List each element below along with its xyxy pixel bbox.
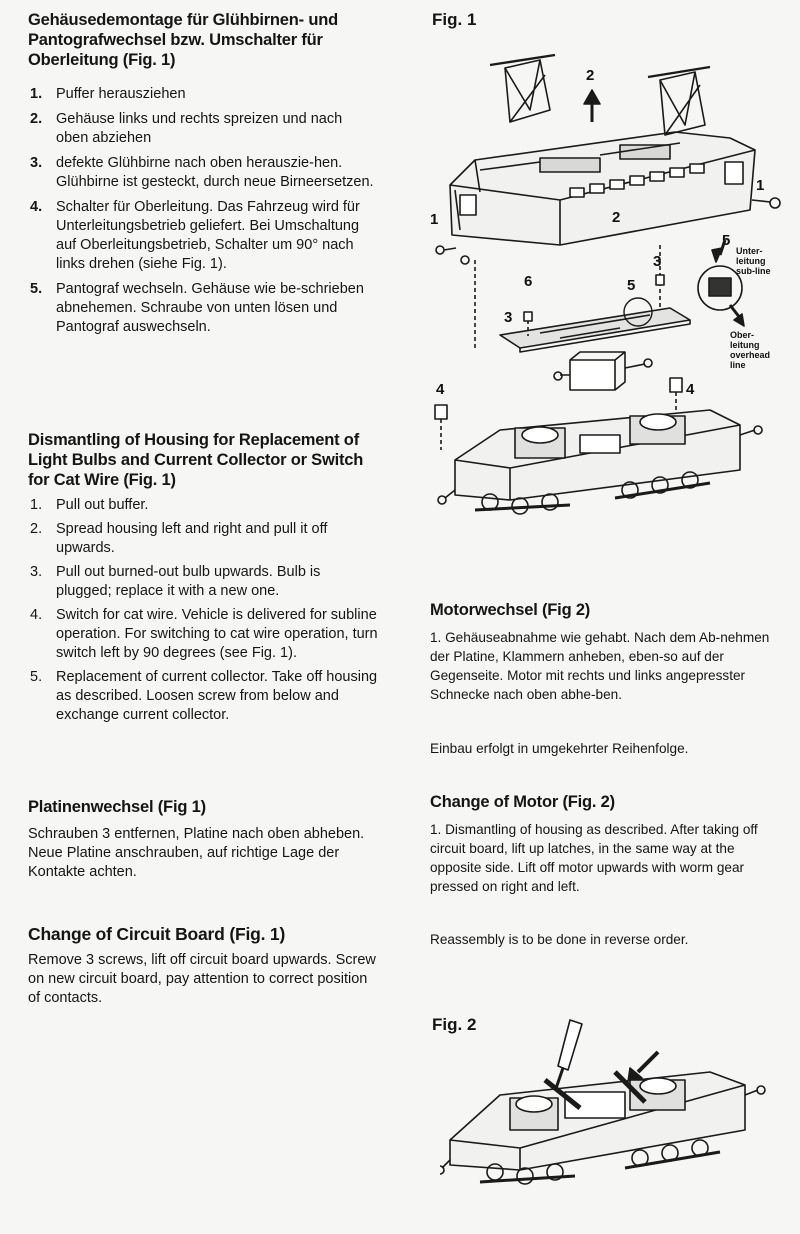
step-text: Puffer herausziehen (56, 86, 186, 102)
step-text: defekte Glühbirne nach oben herauszie-hen. Glühbirne ist gesteckt, durch neue Birneersetzen. (56, 155, 374, 190)
text-change-circuit-board: Remove 3 screws, lift off circuit board upwards. Screw on new circuit board, pay attention to correct position of contacts. (28, 952, 376, 1006)
list-item (28, 606, 378, 663)
callout-5-board: 5 (627, 277, 636, 294)
step-text: Spread housing left and right and pull it off upwards. (56, 521, 328, 556)
label-unterleitung-1: Unter- (736, 246, 763, 256)
list-item (28, 496, 378, 515)
fig1-exploded-view (420, 50, 800, 540)
step-number: 5. (30, 669, 43, 685)
chassis-fig2 (440, 1072, 765, 1184)
callout-1-left: 1 (430, 211, 439, 228)
step-number: 1. (30, 497, 43, 513)
callout-4-left: 4 (436, 381, 445, 398)
heading-dismantling-housing: Dismantling of Housing for Replacement of Light Bulbs and Current Collector or Switch for Cat Wire (Fig. 1) (28, 431, 364, 489)
step-text: Pull out burned-out bulb upwards. Bulb is plugged; replace it with a new one. (56, 564, 321, 599)
heading-change-motor: Change of Motor (Fig. 2) (430, 793, 615, 811)
fig1-label: Fig. 1 (432, 10, 477, 29)
buffer-left (436, 246, 469, 264)
circuit-board (500, 298, 690, 352)
callout-6: 6 (524, 273, 533, 290)
callout-2-top: 2 (586, 67, 595, 84)
list-item (28, 520, 378, 558)
steps-de-housing (28, 85, 378, 337)
step-text: Replacement of current collector. Take off housing as described. Loosen screw from below and exchange current collector. (56, 669, 378, 723)
step-number: 3. (30, 155, 43, 171)
step-number: 4. (30, 199, 43, 215)
list-item (28, 563, 378, 601)
step-text: Pull out buffer. (56, 497, 149, 513)
pantograph-left (490, 55, 555, 122)
callout-4-right: 4 (686, 381, 695, 398)
fig2-motor-removal (440, 1010, 780, 1210)
callout-3-board: 3 (504, 309, 513, 326)
list-item (28, 198, 378, 274)
callout-3-screw: 3 (653, 253, 662, 270)
heading-motorwechsel: Motorwechsel (Fig 2) (430, 601, 591, 619)
heading-change-circuit-board: Change of Circuit Board (Fig. 1) (28, 924, 286, 944)
heading-gehaeusedemontage: Gehäusedemontage für Glühbirnen- und Pantografwechsel bzw. Umschalter für Oberleitung (Fig. 1) (28, 11, 338, 69)
text-change-motor: 1. Dismantling of housing as described. After taking off circuit board, lift up latches, in the same way at the opposite side. Lift off motor upwards with worm gear pressed on right and left. (430, 822, 758, 894)
step-text: Switch for cat wire. Vehicle is delivered for subline operation. For switching to cat wire operation, turn switch left by 90 degrees (see Fig. 1). (56, 607, 378, 661)
step-number: 1. (30, 86, 43, 102)
label-line: line (730, 360, 746, 370)
list-item (28, 154, 378, 192)
heading-platinenwechsel: Platinenwechsel (Fig 1) (28, 798, 206, 816)
list-item (28, 85, 378, 104)
label-subline: sub-line (736, 266, 771, 276)
label-oberleitung-1: Ober- (730, 330, 755, 340)
text-reassembly: Reassembly is to be done in reverse order. (430, 932, 689, 947)
list-item (28, 280, 378, 337)
pantograph-right (648, 67, 710, 135)
motor (554, 352, 652, 390)
step-number: 3. (30, 564, 43, 580)
text-einbau: Einbau erfolgt in umgekehrter Reihenfolge. (430, 741, 689, 756)
callout-5-switch: 5 (722, 232, 731, 249)
step-text: Schalter für Oberleitung. Das Fahrzeug wird für Unterleitungsbetrieb geliefert. Bei Umschaltung auf Oberleitungsbetrieb, Schalter um 90° nach links drehen (siehe Fig. 1). (56, 199, 360, 272)
buffer-right (752, 198, 780, 208)
label-overhead: overhead (730, 350, 771, 360)
step-number: 2. (30, 111, 43, 127)
list-item (28, 668, 378, 725)
text-platinenwechsel: Schrauben 3 entfernen, Platine nach oben abheben. Neue Platine anschrauben, auf richtige Lage der Kontakte achten. (28, 826, 365, 880)
steps-en-housing (28, 496, 378, 725)
label-oberleitung-2: leitung (730, 340, 760, 350)
locomotive-housing (450, 132, 755, 245)
step-number: 4. (30, 607, 43, 623)
list-item (28, 110, 378, 148)
callout-1-right: 1 (756, 177, 765, 194)
chassis (438, 410, 762, 514)
step-number: 5. (30, 281, 43, 297)
step-text: Gehäuse links und rechts spreizen und nach oben abziehen (56, 111, 343, 146)
callout-2-housing: 2 (612, 209, 621, 226)
step-number: 2. (30, 521, 43, 537)
fig2-label: Fig. 2 (432, 1015, 477, 1034)
label-unterleitung-2: leitung (736, 256, 766, 266)
text-motorwechsel: 1. Gehäuseabnahme wie gehabt. Nach dem Ab-nehmen der Platine, Klammern anheben, eben-so auf der Gegenseite. Motor mit rechts und links angepresster Schnecke nach oben abhe-ben. (430, 630, 770, 702)
step-text: Pantograf wechseln. Gehäuse wie be-schrieben abnehemen. Schraube von unten lösen und Pantograf auswechseln. (56, 281, 364, 335)
